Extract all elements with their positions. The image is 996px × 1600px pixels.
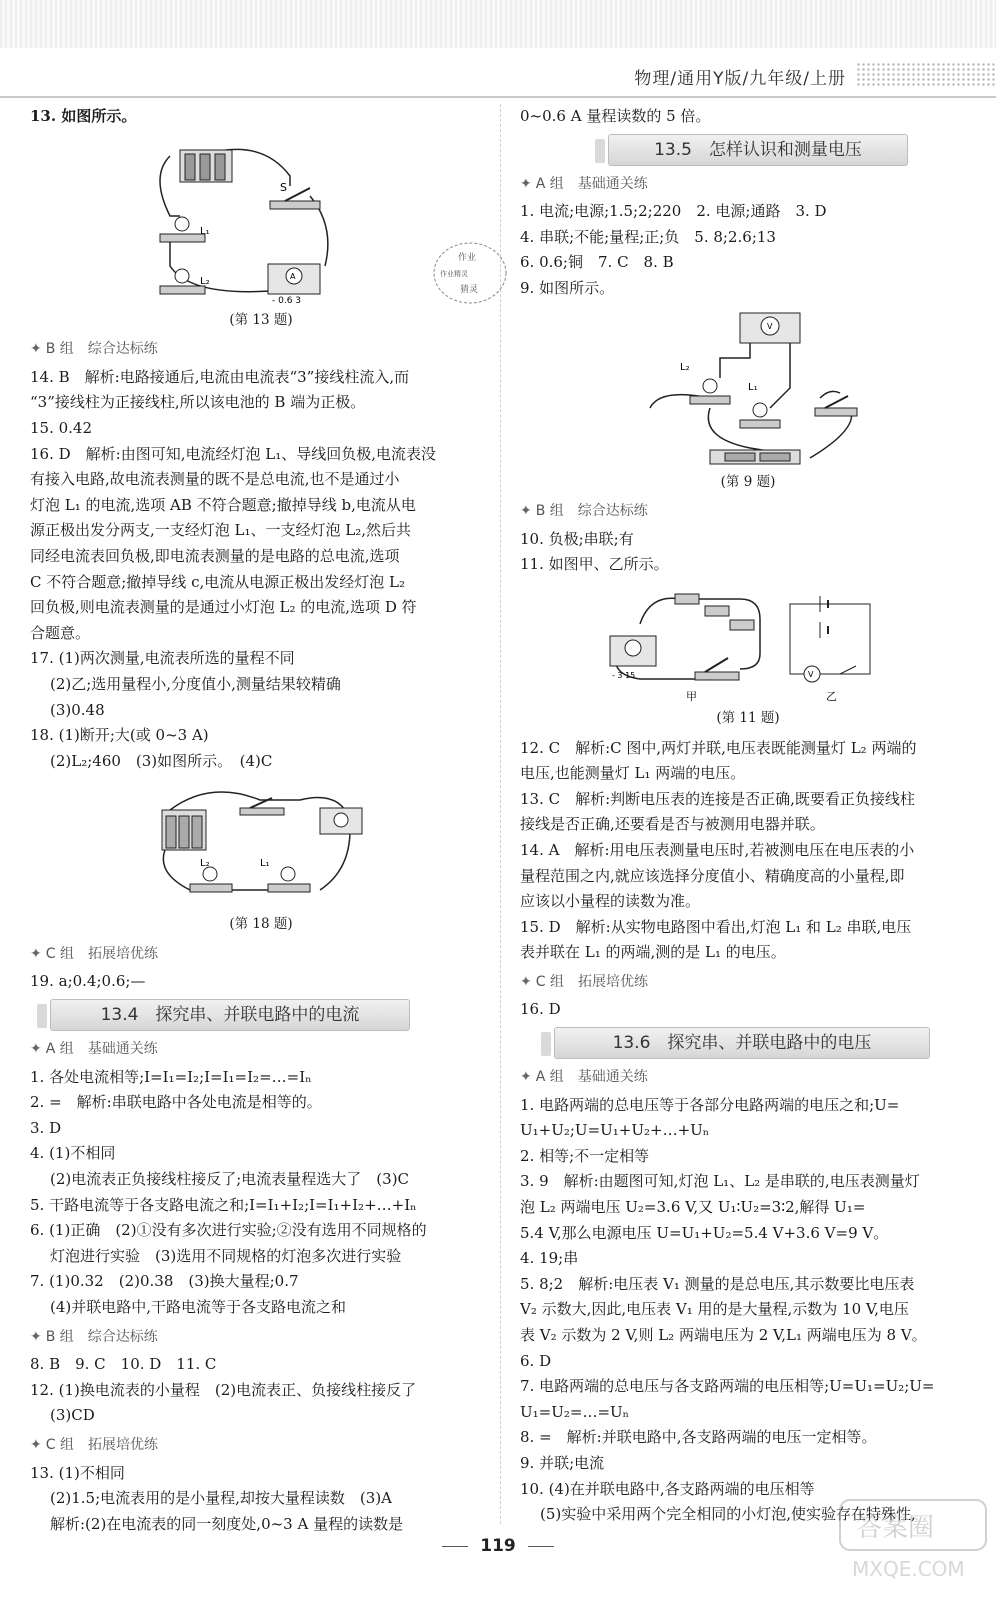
header-title: 物理/通用Y版/九年级/上册	[634, 69, 846, 89]
answer-10: 10. 负极;串联;有	[520, 529, 634, 548]
section-13-5-title: 13.5 怎样认识和测量电压	[654, 139, 862, 160]
figure-13-circuit	[140, 136, 360, 306]
group-c-label	[30, 1433, 492, 1459]
answer-10-line: 10. (4)在并联电路中,各支路两端的电压相等	[520, 1479, 815, 1498]
group-c-text: C 组 拓展培优练	[45, 945, 158, 962]
answer-16-line: C 不符合题意;撤掉导线 c,电流从电源正极出发经灯泡 L₂	[30, 572, 405, 591]
svg-text:MXQE.COM: MXQE.COM	[852, 1557, 965, 1581]
page-header	[0, 0, 996, 96]
svg-text:L₂: L₂	[200, 275, 210, 287]
group-a-label	[520, 1065, 976, 1091]
answer-16-line: 有接入电路,故电流表测量的既不是总电流,也不是通过小	[30, 470, 400, 489]
answer-6-8: 6. 0.6;铜 7. C 8. B	[520, 253, 674, 272]
group-a-text: A 组 基础通关练	[535, 175, 648, 192]
diamond-icon: ✦	[520, 973, 532, 990]
svg-text:- 0.6 3: - 0.6 3	[272, 295, 302, 306]
answer-12-line: (3)CD	[50, 1406, 95, 1425]
group-b-text: B 组 综合达标练	[45, 1328, 158, 1345]
answer-4: 4. 19;串	[520, 1249, 579, 1268]
answer-13-line: 13. (1)不相同	[30, 1463, 125, 1482]
answer-3: 3. D	[30, 1118, 62, 1137]
answer-5: 5. 干路电流等于各支路电流之和;I=I₁+I₂;I=I₁+I₂+…+Iₙ	[30, 1195, 417, 1214]
section-13-4-banner	[50, 999, 410, 1031]
answer-6: 6. D	[520, 1351, 552, 1370]
answer-7-line: 7. 电路两端的总电压与各支路两端的电压相等;U=U₁=U₂;U=	[520, 1377, 935, 1396]
answer-18-line: 18. (1)断开;大(或 0~3 A)	[30, 726, 209, 745]
svg-text:L₂: L₂	[680, 361, 690, 373]
answer-18-line: (2)L₂;460 (3)如图所示。 (4)C	[50, 751, 273, 770]
section-13-5-banner	[608, 134, 908, 166]
answer-3-line: 3. 9 解析:由题图可知,灯泡 L₁、L₂ 是串联的,电压表测量灯	[520, 1172, 920, 1191]
figure-18-caption: (第 18 题)	[229, 916, 293, 933]
group-c-text: C 组 拓展培优练	[45, 1436, 158, 1453]
answer-16-line: 合题意。	[30, 623, 91, 642]
figure-11-label-yi: 乙	[826, 689, 837, 703]
group-b-label	[30, 1325, 492, 1351]
figure-11-label-jia: 甲	[686, 689, 697, 703]
svg-text:- 3 15: - 3 15	[612, 670, 636, 680]
answer-1-line: U₁+U₂;U=U₁+U₂+…+Uₙ	[520, 1121, 710, 1140]
answer-3-line: 泡 L₂ 两端电压 U₂=3.6 V,又 U₁∶U₂=3∶2,解得 U₁=	[520, 1198, 866, 1217]
svg-text:作业: 作业	[458, 253, 477, 263]
figure-13-caption: (第 13 题)	[229, 311, 293, 328]
answer-16-line: 灯泡 L₁ 的电流,选项 AB 不符合题意;撤掉导线 b,电流从电	[30, 495, 416, 514]
answer-4-line: 4. (1)不相同	[30, 1144, 116, 1163]
answer-17-line: (3)0.48	[50, 700, 105, 719]
section-13-6-title: 13.6 探究串、并联电路中的电压	[612, 1033, 872, 1054]
answer-16-line: 源正极出发分两支,一支经灯泡 L₁、一支经灯泡 L₂,然后共	[30, 521, 412, 540]
diamond-icon: ✦	[30, 1041, 42, 1058]
answer-16: 16. D	[520, 1000, 561, 1019]
answer-13-line: (2)1.5;电流表用的是小量程,却按大量程读数 (3)A	[50, 1489, 393, 1508]
answer-5-line: 5. 8;2 解析:电压表 V₁ 测量的是总电压,其示数要比电压表	[520, 1274, 915, 1293]
answer-17-line: 17. (1)两次测量,电流表所选的量程不同	[30, 649, 295, 668]
header-dot-pattern	[856, 62, 996, 86]
answer-13-line: 13. C 解析:判断电压表的连接是否正确,既要看正负接线柱	[520, 789, 915, 808]
diamond-icon: ✦	[30, 341, 42, 358]
answer-15-line: 15. D 解析:从实物电路图中看出,灯泡 L₁ 和 L₂ 串联,电压	[520, 917, 912, 936]
svg-text:V: V	[808, 669, 814, 679]
answer-14-line: 应该以小量程的读数为准。	[520, 892, 701, 911]
answer-4-line: (2)电流表正负接线柱接反了;电流表量程选大了 (3)C	[50, 1170, 410, 1189]
svg-text:L₂: L₂	[200, 858, 210, 870]
diamond-icon: ✦	[520, 503, 532, 520]
answer-1-3: 1. 电流;电源;1.5;2;220 2. 电源;通路 3. D	[520, 202, 827, 221]
answer-7-line: U₁=U₂=…=Uₙ	[520, 1402, 630, 1421]
group-c-label	[30, 942, 492, 968]
group-c-text: C 组 拓展培优练	[535, 973, 648, 990]
answer-16-line: 16. D 解析:由图可知,电流经灯泡 L₁、导线回负极,电流表没	[30, 444, 436, 463]
answer-7-line: (4)并联电路中,干路电流等于各支路电流之和	[50, 1298, 347, 1316]
answer-2: 2. 相等;不一定相等	[520, 1146, 650, 1165]
section-13-6-banner	[554, 1027, 930, 1059]
svg-text:作业精灵: 作业精灵	[440, 270, 468, 278]
page-number: 119	[0, 1536, 996, 1556]
header-stripe	[0, 0, 996, 48]
answer-1: 1. 各处电流相等;I=I₁=I₂;I=I₁=I₂=…=Iₙ	[30, 1067, 312, 1086]
answer-11: 11. 如图甲、乙所示。	[520, 555, 669, 574]
figure-9-circuit	[630, 308, 870, 468]
answer-2: 2. = 解析:串联电路中各处电流是相等的。	[30, 1093, 322, 1112]
answer-4-5: 4. 串联;不能;量程;正;负 5. 8;2.6;13	[520, 227, 776, 246]
answer-14-line: 14. A 解析:用电压表测量电压时,若被测电压在电压表的小	[520, 840, 915, 859]
group-a-label	[30, 1037, 492, 1063]
header-rule	[0, 96, 996, 98]
answer-17-line: (2)乙;选用量程小,分度值小,测量结果较精确	[50, 674, 341, 693]
answer-12-line: 12. C 解析:C 图中,两灯并联,电压表既能测量灯 L₂ 两端的	[520, 738, 917, 757]
group-a-text: A 组 基础通关练	[535, 1069, 648, 1086]
group-b-text: B 组 综合达标练	[45, 341, 158, 358]
answer-15-line: 表并联在 L₁ 的两端,测的是 L₁ 的电压。	[520, 943, 786, 962]
answer-13: 13. 如图所示。	[30, 107, 137, 125]
answer-6-line: 灯泡进行实验 (3)选用不同规格的灯泡多次进行实验	[50, 1246, 402, 1265]
answer-12-line: 电压,也能测量灯 L₁ 两端的电压。	[520, 764, 746, 783]
diamond-icon: ✦	[520, 1069, 532, 1086]
answer-6-line: 6. (1)正确 (2)①没有多次进行实验;②没有选用不同规格的	[30, 1221, 427, 1240]
svg-text:猜灵: 猜灵	[460, 285, 479, 295]
svg-text:A: A	[290, 271, 296, 281]
group-c-label	[520, 970, 976, 996]
diamond-icon: ✦	[30, 1436, 42, 1453]
answer-13-line: 接线是否正确,还要看是否与被测用电器并联。	[520, 815, 825, 834]
answer-14-line: 量程范围之内,就应该选择分度值小、精确度高的小量程,即	[520, 866, 905, 885]
group-b-text: B 组 综合达标练	[535, 503, 648, 520]
diamond-icon: ✦	[30, 945, 42, 962]
handwritten-stamp	[430, 238, 510, 308]
right-column	[520, 104, 976, 1528]
answer-15: 15. 0.42	[30, 418, 93, 437]
watermark-logo	[838, 1490, 988, 1590]
answer-16-line: 同经电流表回负极,即电流表测量的是电路的总电流,选项	[30, 546, 400, 565]
answer-8: 8. = 解析:并联电路中,各支路两端的电压一定相等。	[520, 1428, 877, 1447]
group-a-label	[520, 172, 976, 198]
figure-9-caption: (第 9 题)	[720, 473, 776, 490]
answer-19: 19. a;0.4;0.6;—	[30, 972, 146, 991]
answer-16-line: 回负极,则电流表测量的是通过小灯泡 L₂ 的电流,选项 D 符	[30, 598, 417, 617]
figure-11-circuits	[600, 584, 900, 704]
section-13-4-title: 13.4 探究串、并联电路中的电流	[100, 1005, 360, 1026]
answer-5-line: V₂ 示数大,因此,电压表 V₁ 用的是大量程,示数为 10 V,电压	[520, 1300, 909, 1319]
answer-13-line: 解析:(2)在电流表的同一刻度处,0~3 A 量程的读数是	[50, 1514, 404, 1533]
diamond-icon: ✦	[520, 175, 532, 192]
answer-5-line: 表 V₂ 示数为 2 V,则 L₂ 两端电压为 2 V,L₁ 两端电压为 8 V。	[520, 1326, 927, 1344]
figure-18-circuit	[150, 780, 370, 910]
answer-14-cont: “3”接线柱为正接线柱,所以该电池的 B 端为正极。	[30, 393, 366, 412]
group-a-text: A 组 基础通关练	[45, 1041, 158, 1058]
svg-text:S: S	[280, 180, 287, 194]
answer-9: 9. 并联;电流	[520, 1453, 605, 1472]
left-column	[30, 104, 492, 1537]
svg-text:答案圈: 答案圈	[856, 1513, 935, 1543]
answer-9: 9. 如图所示。	[520, 278, 615, 297]
diamond-icon: ✦	[30, 1328, 42, 1345]
group-b-label	[520, 499, 976, 525]
group-b-label	[30, 337, 492, 363]
answer-3-line: 5.4 V,那么电源电压 U=U₁+U₂=5.4 V+3.6 V=9 V。	[520, 1223, 889, 1242]
answer-8-11: 8. B 9. C 10. D 11. C	[30, 1355, 217, 1374]
answer-7-line: 7. (1)0.32 (2)0.38 (3)换大量程;0.7	[30, 1272, 299, 1291]
svg-text:L₁: L₁	[200, 225, 210, 237]
answer-10-line: (5)实验中采用两个完全相同的小灯泡,使实验存在特殊性,	[540, 1505, 916, 1524]
answer-12-line: 12. (1)换电流表的小量程 (2)电流表正、负接线柱接反了	[30, 1380, 417, 1399]
column-divider	[500, 104, 501, 1524]
svg-text:V: V	[767, 321, 773, 331]
answer-14: 14. B 解析:电路接通后,电流由电流表“3”接线柱流入,而	[30, 367, 410, 386]
svg-text:L₁: L₁	[748, 381, 758, 393]
answer-1-line: 1. 电路两端的总电压等于各部分电路两端的电压之和;U=	[520, 1095, 900, 1114]
answer-13-cont: 0~0.6 A 量程读数的 5 倍。	[520, 107, 711, 125]
svg-text:L₁: L₁	[260, 858, 270, 870]
figure-11-caption: (第 11 题)	[716, 709, 780, 726]
